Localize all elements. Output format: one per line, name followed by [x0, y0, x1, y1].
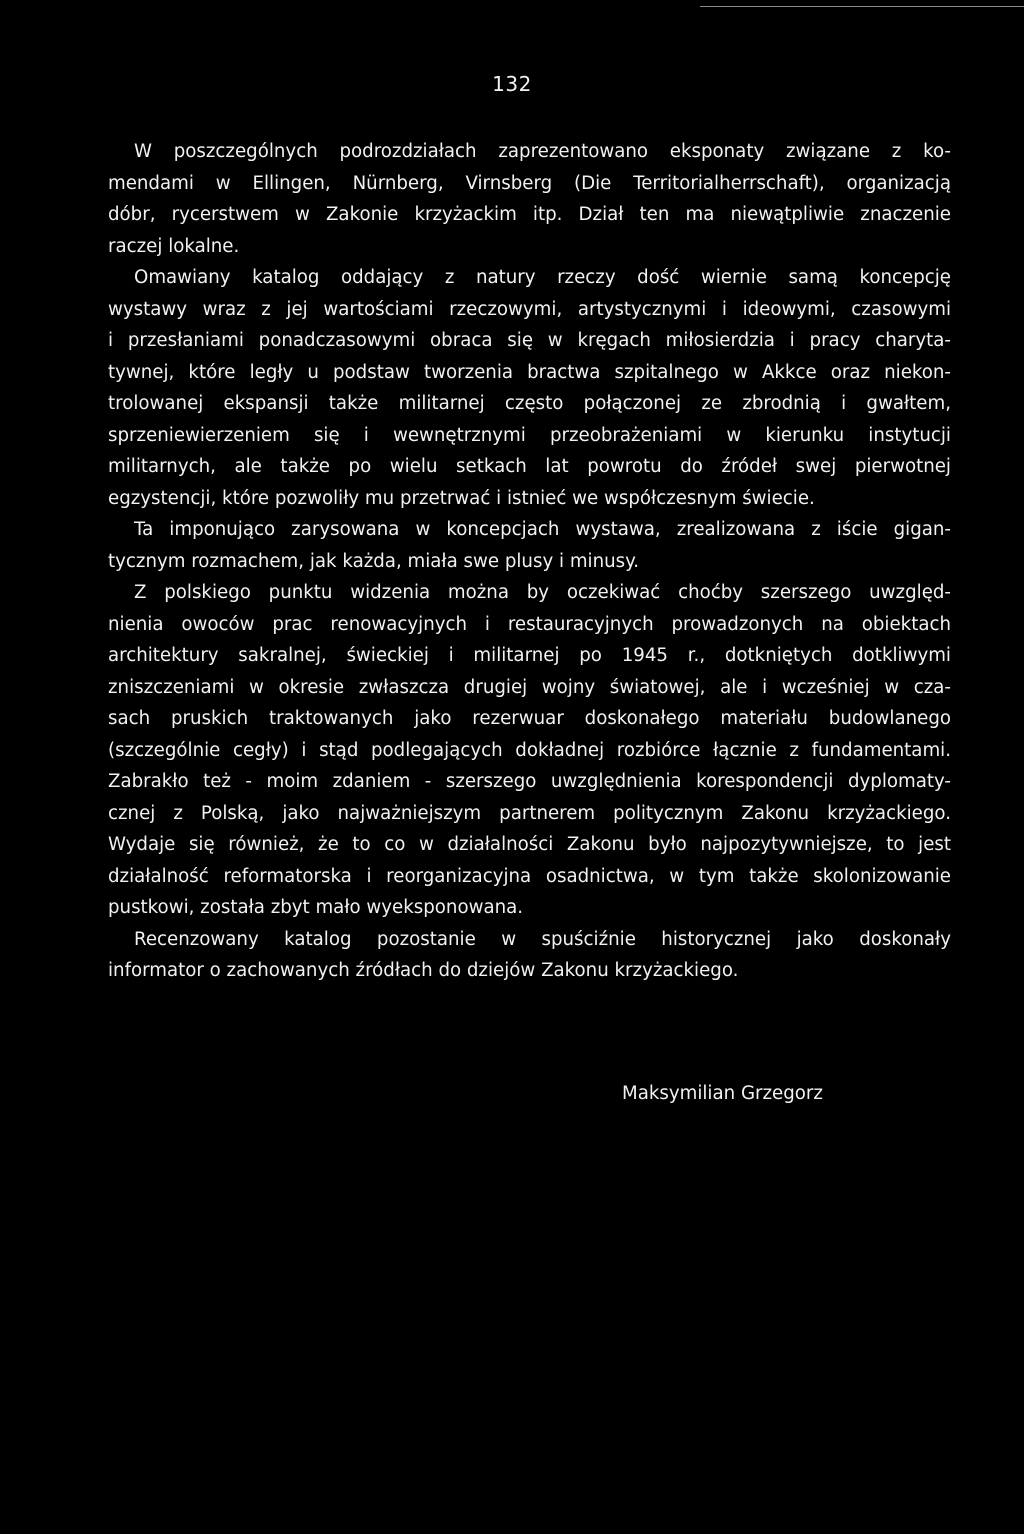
text-line: i przesłaniami ponadczasowymi obraca się w kręgach miłosierdzia i pracy charyta-	[108, 330, 951, 351]
text-line: architektury sakralnej, świeckiej i militarnej po 1945 r., dotkniętych dotkliwymi	[108, 645, 951, 666]
text-line: militarnych, ale także po wielu setkach lat powrotu do źródeł swej pierwotnej	[108, 456, 951, 477]
text-line: dóbr, rycerstwem w Zakonie krzyżackim itp. Dział ten ma niewątpliwie znaczenie	[108, 204, 951, 225]
text-line: Ta imponująco zarysowana w koncepcjach wystawa, zrealizowana z iście gigan-	[134, 519, 951, 540]
text-line: raczej lokalne.	[108, 235, 240, 257]
page-number: 132	[492, 72, 532, 96]
text-line: cznej z Polską, jako najważniejszym partnerem politycznym Zakonu krzyżackiego.	[108, 802, 951, 824]
text-line: informator o zachowanych źródłach do dziejów Zakonu krzyżackiego.	[108, 960, 739, 981]
text-line: działalność reformatorska i reorganizacyjna osadnictwa, w tym także skolonizowanie	[108, 865, 951, 887]
text-line: Omawiany katalog oddający z natury rzeczy dość wiernie samą koncepcję	[134, 267, 951, 288]
top-edge-rule	[700, 6, 1024, 7]
text-line: egzystencji, które pozwoliły mu przetrwać i istnieć we współczesnym świecie.	[108, 487, 815, 509]
text-line: trolowanej ekspansji także militarnej często połączonej ze zbrodnią i gwałtem,	[108, 393, 951, 414]
text-line: nienia owoców prac renowacyjnych i restauracyjnych prowadzonych na obiektach	[108, 613, 951, 635]
text-line: Recenzowany katalog pozostanie w spuściźnie historycznej jako doskonały	[134, 928, 951, 950]
text-line: Wydaje się również, że to co w działalności Zakonu było najpozytywniejsze, to jest	[108, 834, 951, 855]
review-body-text	[108, 136, 951, 987]
text-line: tywnej, które legły u podstaw tworzenia bractwa szpitalnego w Akkce oraz niekon-	[108, 361, 951, 383]
text-line: zniszczeniami w okresie zwłaszcza drugiej wojny światowej, ale i wcześniej w cza-	[108, 676, 951, 698]
text-line: wystawy wraz z jej wartościami rzeczowymi, artystycznymi i ideowymi, czasowymi	[108, 298, 951, 320]
text-line: sach pruskich traktowanych jako rezerwuar doskonałego materiału budowlanego	[108, 708, 951, 729]
text-line: Zabrakło też - moim zdaniem - szerszego uwzględnienia korespondencji dyplomaty-	[108, 771, 951, 792]
author-signature: Maksymilian Grzegorz	[622, 1083, 823, 1104]
text-line: Z polskiego punktu widzenia można by oczekiwać choćby szerszego uwzględ-	[134, 582, 951, 603]
text-line: tycznym rozmachem, jak każda, miała swe plusy i minusy.	[108, 550, 640, 572]
text-line: mendami w Ellingen, Nürnberg, Virnsberg (Die Territorialherrschaft), organizacją	[108, 172, 951, 194]
text-line: (szczególnie cegły) i stąd podlegających dokładnej rozbiórce łącznie z fundamentami.	[108, 739, 951, 761]
text-line: pustkowi, została zbyt mało wyeksponowana.	[108, 897, 524, 918]
text-line: W poszczególnych podrozdziałach zaprezentowano eksponaty związane z ko-	[134, 141, 951, 162]
text-line: sprzeniewierzeniem się i wewnętrznymi przeobrażeniami w kierunku instytucji	[108, 424, 951, 446]
